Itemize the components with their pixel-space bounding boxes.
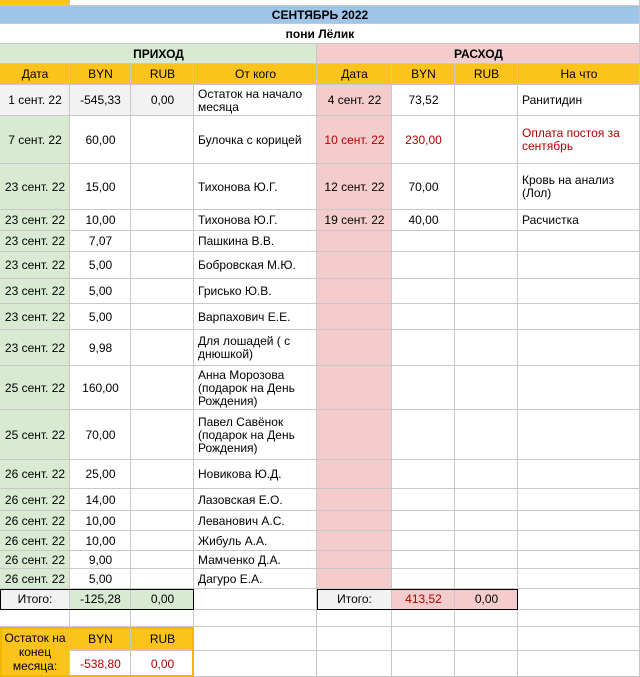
income-byn-9-text: 160,00 [82,380,119,395]
balance-empty-a-7[interactable] [518,627,640,651]
balance-rub-value-text: 0,00 [150,656,175,671]
income-rub-13-text [131,511,194,531]
expense-what-13[interactable] [518,511,640,531]
income-from-10-text: Павел Савёнок (подарок на День Рождения) [198,414,295,455]
month-title-text: СЕНТЯБРЬ 2022 [271,7,369,22]
expense-what-1-text: Оплата постоя за сентябрь [522,126,620,153]
income-from-16-text: Дагуро Е.А. [198,571,263,586]
expense-date-15[interactable] [317,551,392,569]
expense-date-8[interactable] [317,330,392,366]
expense-rub-12[interactable] [455,489,518,511]
income-date-13-text: 26 сент. 22 [4,513,66,528]
expense-rub-11[interactable] [455,460,518,489]
income-from-3-text: Тихонова Ю.Г. [198,213,278,227]
expense-col-header-0-text: Дата [341,67,368,81]
expense-what-2-text: Кровь на анализ (Лол) [522,173,615,200]
expense-total-rub-text: 0,00 [474,592,499,606]
expense-date-11[interactable] [317,460,392,489]
income-from-0-text: Остаток на начало месяца [198,86,303,114]
balance-byn-value-text: -538,80 [80,656,121,671]
expense-byn-15[interactable] [392,551,455,569]
expense-byn-0-text: 73,52 [408,93,439,107]
spacer-cell-0[interactable] [0,610,70,627]
expense-rub-7[interactable] [455,304,518,330]
expense-what-0-text: Ранитидин [522,93,583,107]
expense-rub-3-text [455,210,518,231]
income-rub-6-text [131,279,194,304]
balance-empty-b-3[interactable] [194,651,317,677]
expense-rub-5[interactable] [455,252,518,279]
income-byn-15-text: 9,00 [88,552,113,567]
expense-what-11[interactable] [518,460,640,489]
income-date-0-text: 1 сент. 22 [8,93,62,107]
income-rub-10-text [131,410,194,460]
expense-rub-14[interactable] [455,531,518,551]
expense-rub-8[interactable] [455,330,518,366]
expense-date-4[interactable] [317,231,392,252]
income-byn-1-text: 60,00 [85,132,116,147]
income-rub-11-text [131,460,194,489]
income-date-12-text: 26 сент. 22 [4,492,66,507]
spacer-cell-1[interactable] [70,610,131,627]
expense-rub-13[interactable] [455,511,518,531]
expense-byn-8[interactable] [392,330,455,366]
expense-what-4[interactable] [518,231,640,252]
balance-empty-b-4[interactable] [317,651,392,677]
expense-col-header-2-text: RUB [473,67,500,81]
balance-byn-header-text: BYN [88,631,113,646]
balance-border [0,627,194,677]
expense-byn-5[interactable] [392,252,455,279]
expense-total-byn-text: 413,52 [405,592,442,606]
income-from-9-text: Анна Морозова (подарок на День Рождения) [198,367,295,408]
income-from-2-text: Тихонова Ю.Г. [198,179,278,194]
income-byn-7-text: 5,00 [88,309,113,324]
income-rub-16-text [131,569,194,589]
expense-rub-9[interactable] [455,366,518,410]
expense-date-14[interactable] [317,531,392,551]
expense-byn-3-text: 40,00 [408,213,439,227]
spacer-cell-4[interactable] [317,610,392,627]
expense-date-0-text: 4 сент. 22 [327,93,382,107]
expense-date-1-text: 10 сент. 22 [324,132,385,147]
expense-date-12[interactable] [317,489,392,511]
expense-rub-1-text [455,116,518,164]
income-byn-11-text: 25,00 [85,467,116,481]
balance-empty-a-5[interactable] [392,627,455,651]
income-total-rub-text: 0,00 [150,592,175,606]
expense-byn-13[interactable] [392,511,455,531]
expense-what-16[interactable] [518,569,640,589]
income-byn-8-text: 9,98 [88,340,113,355]
income-from-6-text: Грисько Ю.В. [198,284,272,298]
expense-what-3-text: Расчистка [522,213,579,227]
income-date-10-text: 25 сент. 22 [4,427,66,442]
expense-byn-10[interactable] [392,410,455,460]
income-rub-15-text [131,551,194,569]
income-rub-14-text [131,531,194,551]
income-rub-7-text [131,304,194,330]
expense-date-3-text: 19 сент. 22 [324,213,385,227]
income-rub-12-text [131,489,194,511]
expense-what-9[interactable] [518,366,640,410]
expense-what-14[interactable] [518,531,640,551]
income-from-7-text: Варпахович Е.Е. [198,309,291,324]
expense-byn-6[interactable] [392,279,455,304]
income-byn-4-text: 7,07 [88,234,113,248]
expense-date-5[interactable] [317,252,392,279]
spacer-cell-6[interactable] [455,610,518,627]
spacer-cell-2[interactable] [131,610,194,627]
expense-byn-1-text: 230,00 [405,132,442,147]
income-col-header-2-text: RUB [149,67,176,81]
income-date-4-text: 23 сент. 22 [4,234,66,248]
expense-total-border [317,589,518,610]
income-col-header-3-text: От кого [234,67,276,81]
income-section-header-text: ПРИХОД [133,46,184,61]
income-rub-1-text [131,116,194,164]
income-date-7-text: 23 сент. 22 [4,309,66,324]
expense-date-2-text: 12 сент. 22 [324,179,385,194]
expense-rub-2-text [455,164,518,210]
expense-rub-15[interactable] [455,551,518,569]
expense-byn-7[interactable] [392,304,455,330]
balance-empty-a-6[interactable] [455,627,518,651]
income-rub-5-text [131,252,194,279]
income-rub-0-text: 0,00 [150,93,175,107]
income-byn-10-text: 70,00 [85,427,116,442]
income-total-border [0,589,194,610]
expense-col-header-1-text: BYN [411,67,436,81]
expense-date-9[interactable] [317,366,392,410]
income-byn-0-text: -545,33 [80,93,121,107]
expense-rub-16[interactable] [455,569,518,589]
income-date-5-text: 23 сент. 22 [4,258,66,272]
income-from-11-text: Новикова Ю.Д. [198,467,282,481]
income-rub-2-text [131,164,194,210]
income-col-header-0-text: Дата [21,67,49,81]
income-from-14-text: Жибуль А.А. [198,533,268,548]
income-byn-12-text: 14,00 [85,492,116,507]
expense-rub-4[interactable] [455,231,518,252]
expense-what-15[interactable] [518,551,640,569]
income-date-15-text: 26 сент. 22 [4,552,66,567]
income-byn-5-text: 5,00 [88,258,113,272]
expense-what-8[interactable] [518,330,640,366]
expense-byn-9[interactable] [392,366,455,410]
balance-empty-b-7[interactable] [518,651,640,677]
expense-date-6[interactable] [317,279,392,304]
income-date-2-text: 23 сент. 22 [4,179,66,194]
income-date-3-text: 23 сент. 22 [4,213,66,227]
income-from-8-text: Для лошадей ( с днюшкой) [198,334,291,361]
balance-empty-a-3[interactable] [194,627,317,651]
income-from-5-text: Бобровская М.Ю. [198,258,296,272]
expense-rub-10[interactable] [455,410,518,460]
income-col-header-1-text: BYN [88,67,113,81]
spacer-cell-7[interactable] [518,610,640,627]
income-byn-2-text: 15,00 [85,179,116,194]
income-from-1-text: Булочка с корицей [198,132,302,147]
expense-byn-4[interactable] [392,231,455,252]
income-byn-13-text: 10,00 [85,513,116,528]
expense-col-header-3-text: На что [560,67,598,81]
income-rub-3-text [131,210,194,231]
expense-what-6[interactable] [518,279,640,304]
balance-empty-b-6[interactable] [455,651,518,677]
expense-what-10[interactable] [518,410,640,460]
income-date-1-text: 7 сент. 22 [8,132,62,147]
expense-section-header-text: РАСХОД [454,46,503,61]
balance-rub-header-text: RUB [149,631,176,646]
expense-rub-6[interactable] [455,279,518,304]
expense-byn-16[interactable] [392,569,455,589]
expense-date-13[interactable] [317,511,392,531]
income-rub-9-text [131,366,194,410]
expense-what-12[interactable] [518,489,640,511]
balance-empty-b-5[interactable] [392,651,455,677]
income-byn-16-text: 5,00 [88,571,113,586]
income-from-12-text: Лазовская Е.О. [198,492,283,507]
income-rub-4-text [131,231,194,252]
income-date-9-text: 25 сент. 22 [4,380,66,395]
expense-rub-0-text [455,85,518,116]
income-total-empty[interactable] [194,589,317,610]
spacer-cell-3[interactable] [194,610,317,627]
income-byn-6-text: 5,00 [88,284,113,298]
income-date-16-text: 26 сент. 22 [4,571,66,586]
expense-total-empty[interactable] [518,589,640,610]
balance-label: Остаток на конец месяца: [4,631,66,673]
spacer-cell-5[interactable] [392,610,455,627]
income-byn-3-text: 10,00 [85,213,116,227]
income-byn-14-text: 10,00 [85,533,116,548]
income-total-label-text: Итого: [17,592,53,606]
income-from-15-text: Мамченко Д.А. [198,552,281,567]
income-total-byn-text: -125,28 [80,592,121,606]
subject-title-text: пони Лёлик [285,26,355,41]
income-from-4-text: Пашкина В.В. [198,234,275,248]
expense-date-16[interactable] [317,569,392,589]
expense-byn-2-text: 70,00 [408,179,439,194]
expense-what-7[interactable] [518,304,640,330]
income-date-6-text: 23 сент. 22 [4,284,66,298]
income-rub-8-text [131,330,194,366]
income-date-8-text: 23 сент. 22 [4,340,66,355]
expense-what-5[interactable] [518,252,640,279]
expense-byn-12[interactable] [392,489,455,511]
expense-total-label-text: Итого: [337,592,372,606]
income-from-13-text: Леванович А.С. [198,513,285,528]
balance-empty-a-4[interactable] [317,627,392,651]
expense-byn-11[interactable] [392,460,455,489]
income-date-11-text: 26 сент. 22 [4,467,66,481]
expense-date-10[interactable] [317,410,392,460]
expense-byn-14[interactable] [392,531,455,551]
income-date-14-text: 26 сент. 22 [4,533,66,548]
expense-date-7[interactable] [317,304,392,330]
